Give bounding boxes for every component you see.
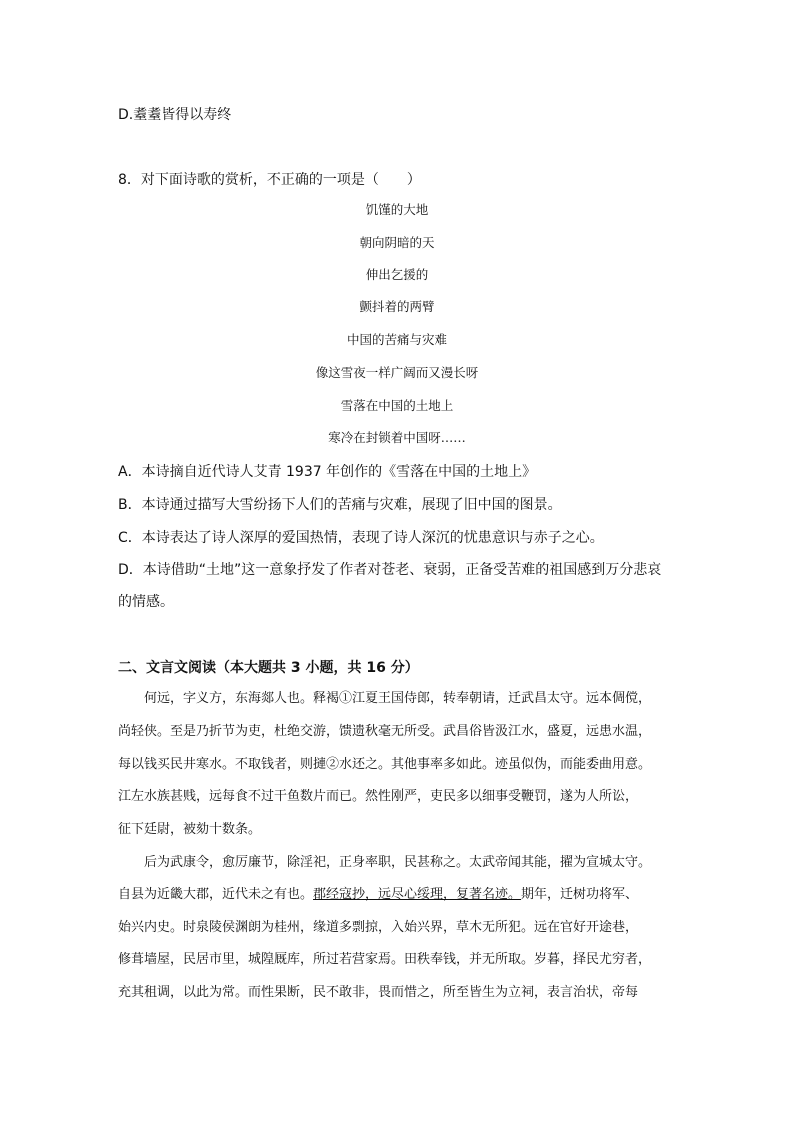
passage-line: 每以钱买民井寒水。不取钱者，则摙②水还之。其他事率多如此。迹虽似伪，而能委曲用意。 [118,757,652,772]
passage-line: 何远，字义方，东海郯人也。释褐①江夏王国侍郎，转奉朝请，迁武昌太守。远本倜傥， [118,691,652,706]
poem-line: 雪落在中国的土地上 [340,398,454,413]
passage-line: 充其租调，以此为常。而性果断，民不敢非，畏而惜之，所至皆生为立祠，表言治状，帝每 [118,985,639,1000]
poem-line: 中国的苦痛与灾难 [346,332,447,347]
poem-line: 颤抖着的两臂 [359,299,435,314]
q8-option-a: A．本诗摘自近代诗人艾青 1937 年创作的《雪落在中国的土地上》 [118,464,537,480]
q8-option-b: B．本诗通过描写大雪纷扬下人们的苦痛与灾难，展现了旧中国的图景。 [118,497,562,513]
passage-line: 尚轻侠。至是乃折节为吏，杜绝交游，馈遗秋毫无所受。武昌俗皆汲江水，盛夏，远患水温， [118,724,652,739]
q7-option-d: D.耋耋皆得以寿终 [118,107,232,123]
passage-text: 期年，迁树功将军、 [521,887,639,902]
passage-line: 江左水族甚贱，远每食不过干鱼数片而已。然性刚严，吏民多以细事受鞭罚，遂为人所讼， [118,789,639,804]
poem-line: 寒冷在封锁着中国呀…… [328,430,466,445]
passage-text: 自县为近畿大郡，近代未之有也。 [118,887,314,902]
poem-line: 饥馑的大地 [365,202,429,217]
q8-stem: 8．对下面诗歌的赏析，不正确的一项是（ ） [118,172,421,188]
poem-line: 伸出乞援的 [365,267,429,282]
passage-line: 征下廷尉，被劾十数条。 [118,822,262,837]
underlined-sentence: 郡经寇抄，远尽心绥理，复著名迹。 [313,887,522,902]
passage-line: 始兴内史。时泉陵侯渊朗为桂州，缘道多剽掠，入始兴界，草木无所犯。远在官好开途巷， [118,920,639,935]
q8-option-c: C．本诗表达了诗人深厚的爱国热情，表现了诗人深沉的忧患意识与赤子之心。 [118,530,604,546]
passage-line: 后为武康令，愈厉廉节，除淫祀，正身率职，民甚称之。太武帝闻其能，擢为宣城太守。 [118,855,652,870]
q8-option-d-cont: 的情感。 [118,594,174,610]
passage-line: 修葺墙屋，民居市里，城隍厩库，所过若营家焉。田秩奉钱，并无所取。岁暮，择民尤穷者， [118,952,652,967]
q8-option-d: D．本诗借助“土地”这一意象抒发了作者对苍老、衰弱，正备受苦难的祖国感到万分悲哀 [118,562,662,578]
poem-line: 朝向阴暗的天 [359,235,435,250]
poem-line: 像这雪夜一样广阔而又漫长呀 [315,365,479,380]
section-heading: 二、文言文阅读（本大题共 3 小题，共 16 分） [118,660,419,676]
passage-line [118,885,638,905]
